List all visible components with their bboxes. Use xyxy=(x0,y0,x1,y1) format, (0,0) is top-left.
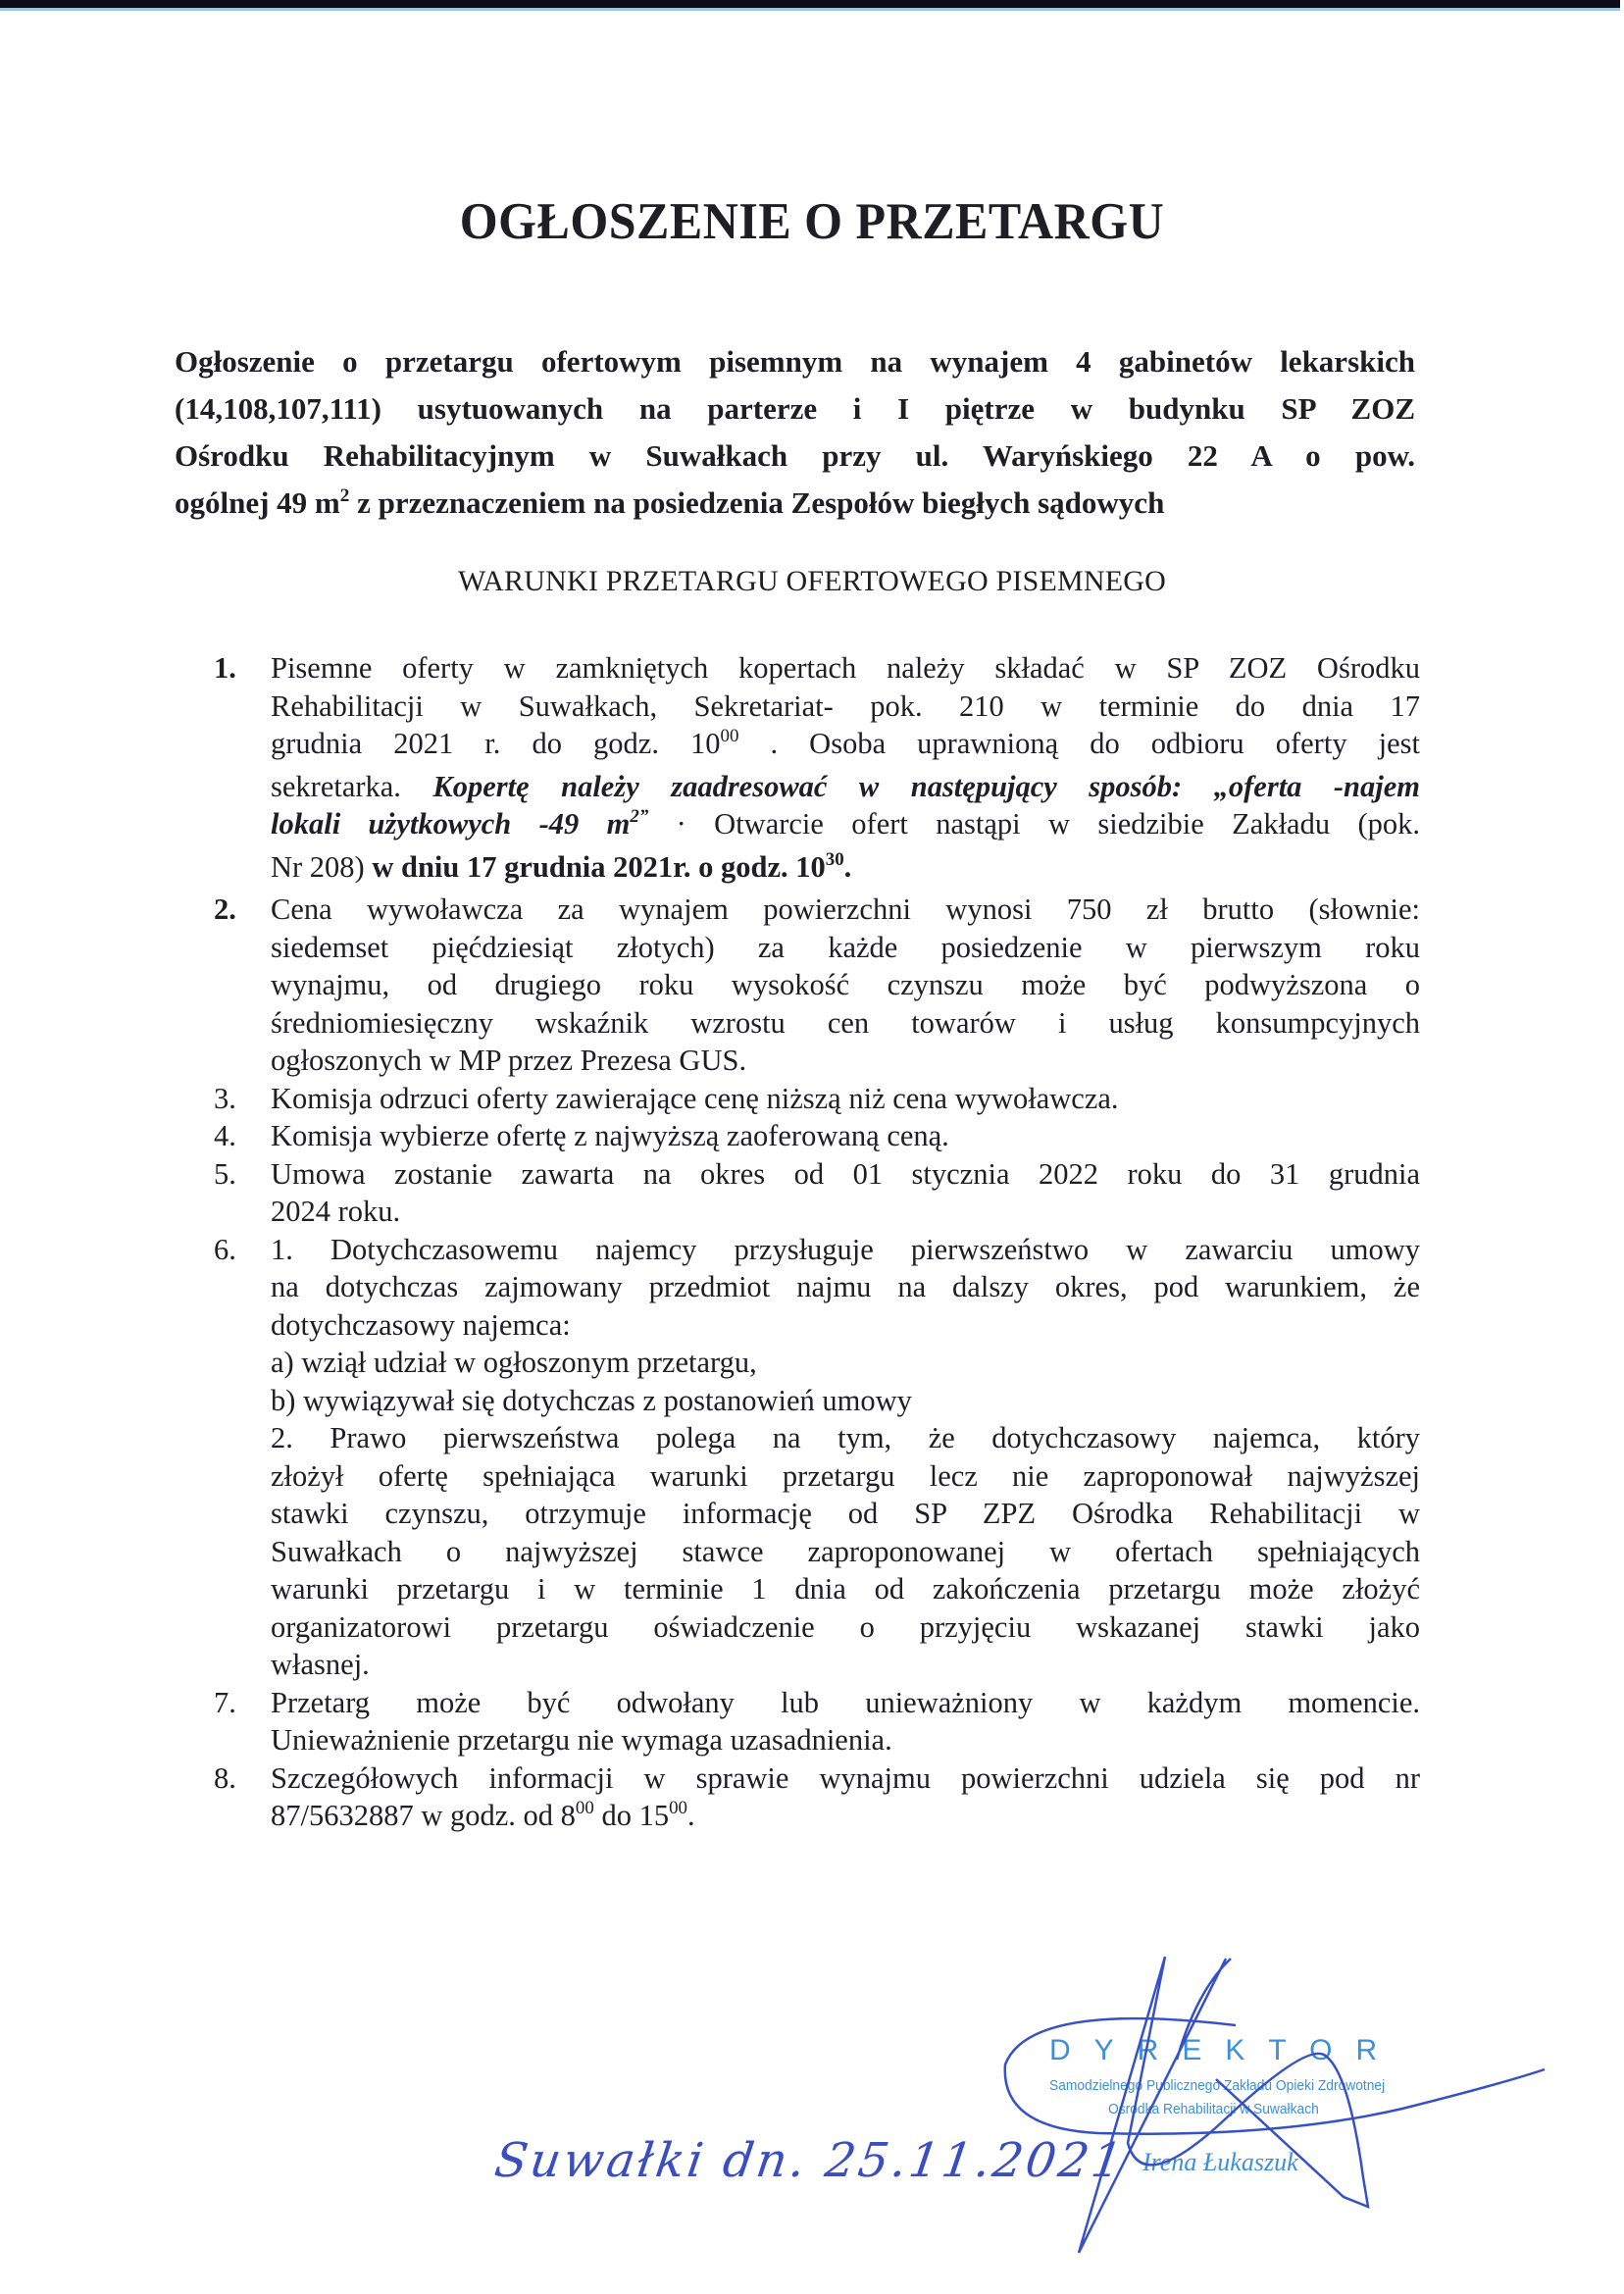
superscript: 2 xyxy=(339,485,350,507)
condition-item-7 xyxy=(214,1684,1420,1759)
item-line: Komisja odrzuci oferty zawierające cenę niższą niż cena wywoławcza. xyxy=(271,1081,1119,1115)
opening-date: w dniu 17 grudnia 2021r. o godz. 10 xyxy=(372,849,826,884)
envelope-instruction: lokali użytkowych -49 m xyxy=(271,807,631,841)
superscript: 2” xyxy=(630,806,649,828)
envelope-instruction: Kopertę należy zaadresować w następujący sposób: „oferta -najem xyxy=(432,769,1420,803)
item-line: Rehabilitacji w Suwałkach, Sekretariat- pok. 210 w terminie do dnia 17 xyxy=(271,688,1420,723)
scan-top-edge xyxy=(0,0,1620,11)
intro-line: Ośrodku Rehabilitacyjnym w Suwałkach przy ul. Waryńskiego 22 A o pow. xyxy=(175,438,1415,473)
item-line: własnej. xyxy=(271,1648,370,1681)
item-line: Przetarg może być odwołany lub unieważniony w każdym momencie. xyxy=(271,1685,1420,1719)
item-line: organizatorowi przetargu oświadczenie o przyjęciu wskazanej stawki jako xyxy=(271,1609,1420,1644)
stamp-name: Irena Łukaszuk xyxy=(1142,2148,1298,2176)
intro-line: (14,108,107,111) usytuowanych na parterze i I piętrze w budynku SP ZOZ xyxy=(175,391,1415,426)
item-line xyxy=(271,1797,1420,1840)
item-number: 1. xyxy=(214,651,236,685)
superscript: 00 xyxy=(669,1798,687,1819)
condition-item-5 xyxy=(214,1155,1420,1231)
condition-item-1 xyxy=(214,649,1420,891)
item-line: dotychczasowy najemca: xyxy=(271,1307,571,1342)
item-line: 2. Prawo pierwszeństwa polega na tym, że dotychczasowy najemca, który xyxy=(271,1421,1420,1454)
item-number: 3. xyxy=(214,1081,236,1115)
item-line: 1. Dotychczasowemu najemcy przysługuje pierwszeństwo w zawarciu umowy xyxy=(271,1232,1420,1266)
item-line: Unieważnienie przetargu nie wymaga uzasadnienia. xyxy=(271,1723,892,1757)
text: grudnia 2021 r. do godz. 10 xyxy=(271,727,721,760)
item-line: złożył ofertę spełniająca warunki przetargu lecz nie zaproponował najwyższej xyxy=(271,1458,1420,1493)
sub-item-b: b) wywiązywał się dotychczas z postanowień umowy xyxy=(271,1383,912,1417)
condition-item-4 xyxy=(214,1117,1420,1155)
text: do 15 xyxy=(593,1799,670,1832)
item-line: Suwałkach o najwyższej stawce zaproponowanej w ofertach spełniających xyxy=(271,1534,1420,1568)
item-number: 2. xyxy=(214,892,236,926)
item-line xyxy=(271,768,1420,806)
item-number: 8. xyxy=(214,1760,236,1795)
item-line: 2024 roku. xyxy=(271,1195,401,1228)
intro-paragraph xyxy=(175,338,1415,532)
condition-item-2 xyxy=(214,891,1420,1080)
item-number: 6. xyxy=(214,1232,236,1266)
superscript: 30 xyxy=(825,848,844,870)
item-line xyxy=(271,805,1420,848)
phone-number: 87/5632887 w godz. od 8 xyxy=(271,1799,576,1832)
condition-item-3 xyxy=(214,1080,1420,1118)
intro-line xyxy=(175,480,1415,532)
superscript: 00 xyxy=(720,726,739,747)
item-line xyxy=(271,848,1420,892)
item-number: 5. xyxy=(214,1156,236,1191)
text: sekretarka. xyxy=(271,769,433,803)
item-line: średniomiesięczny wskaźnik wzrostu cen towarów i usług konsumpcyjnych xyxy=(271,1005,1420,1040)
item-line: Umowa zostanie zawarta na okres od 01 stycznia 2022 roku do 31 grudnia xyxy=(271,1156,1420,1191)
item-line: stawki czynszu, otrzymuje informację od SP ZPZ Ośrodka Rehabilitacji w xyxy=(271,1497,1420,1530)
handwritten-place-date: Suwałki dn. 25.11.2021 xyxy=(491,2133,1129,2188)
conditions-list xyxy=(214,649,1420,1840)
item-line: Cena wywoławcza za wynajem powierzchni wynosi 750 zł brutto (słownie: xyxy=(271,892,1420,926)
item-line: siedemset pięćdziesiąt złotych) za każde posiedzenie w pierwszym roku xyxy=(271,930,1420,964)
conditions-heading: WARUNKI PRZETARGU OFERTOWEGO PISEMNEGO xyxy=(457,565,1166,597)
item-line xyxy=(271,725,1420,768)
condition-item-8 xyxy=(214,1759,1420,1840)
stamp-institution: Ośrodka Rehabilitacji w Suwałkach xyxy=(1108,2101,1319,2117)
intro-text: z przeznaczeniem na posiedzenia Zespołów biegłych sądowych xyxy=(349,485,1165,520)
stamp-institution: Samodzielnego Publicznego Zakładu Opieki Zdrowotnej xyxy=(1049,2077,1386,2094)
item-line: wynajmu, od drugiego roku wysokość czynszu może być podwyższona o xyxy=(271,968,1420,1001)
item-line: Pisemne oferty w zamkniętych kopertach należy składać w SP ZOZ Ośrodku xyxy=(271,651,1420,685)
item-line: ogłoszonych w MP przez Prezesa GUS. xyxy=(271,1044,747,1077)
item-line: Szczegółowych informacji w sprawie wynajmu powierzchni udziela się pod nr xyxy=(271,1760,1420,1795)
text: . xyxy=(843,849,852,884)
text: · Otwarcie ofert nastąpi w siedzibie Zakładu (pok. xyxy=(648,807,1420,841)
item-line: na dotychczas zajmowany przedmiot najmu na dalszy okres, pod warunkiem, że xyxy=(271,1270,1420,1303)
document-title: OGŁOSZENIE O PRZETARGU xyxy=(459,191,1165,250)
sub-item-a: a) wziął udział w ogłoszonym przetargu, xyxy=(271,1346,757,1379)
condition-item-6 xyxy=(214,1231,1420,1684)
stamp-heading: DYREKTOR xyxy=(1049,2034,1401,2066)
text: . Osoba uprawnioną do odbioru oferty jest xyxy=(738,727,1420,760)
item-line: warunki przetargu i w terminie 1 dnia od zakończenia przetargu może złożyć xyxy=(271,1572,1420,1606)
text: Nr 208) xyxy=(271,849,373,884)
item-line: Komisja wybierze ofertę z najwyższą zaoferowaną ceną. xyxy=(271,1119,949,1152)
superscript: 00 xyxy=(575,1798,594,1819)
text: . xyxy=(686,1799,695,1832)
intro-line: Ogłoszenie o przetargu ofertowym pisemnym na wynajem 4 gabinetów lekarskich xyxy=(175,344,1415,379)
item-number: 4. xyxy=(214,1119,236,1152)
intro-text: ogólnej 49 m xyxy=(175,485,340,520)
item-number: 7. xyxy=(214,1685,236,1719)
